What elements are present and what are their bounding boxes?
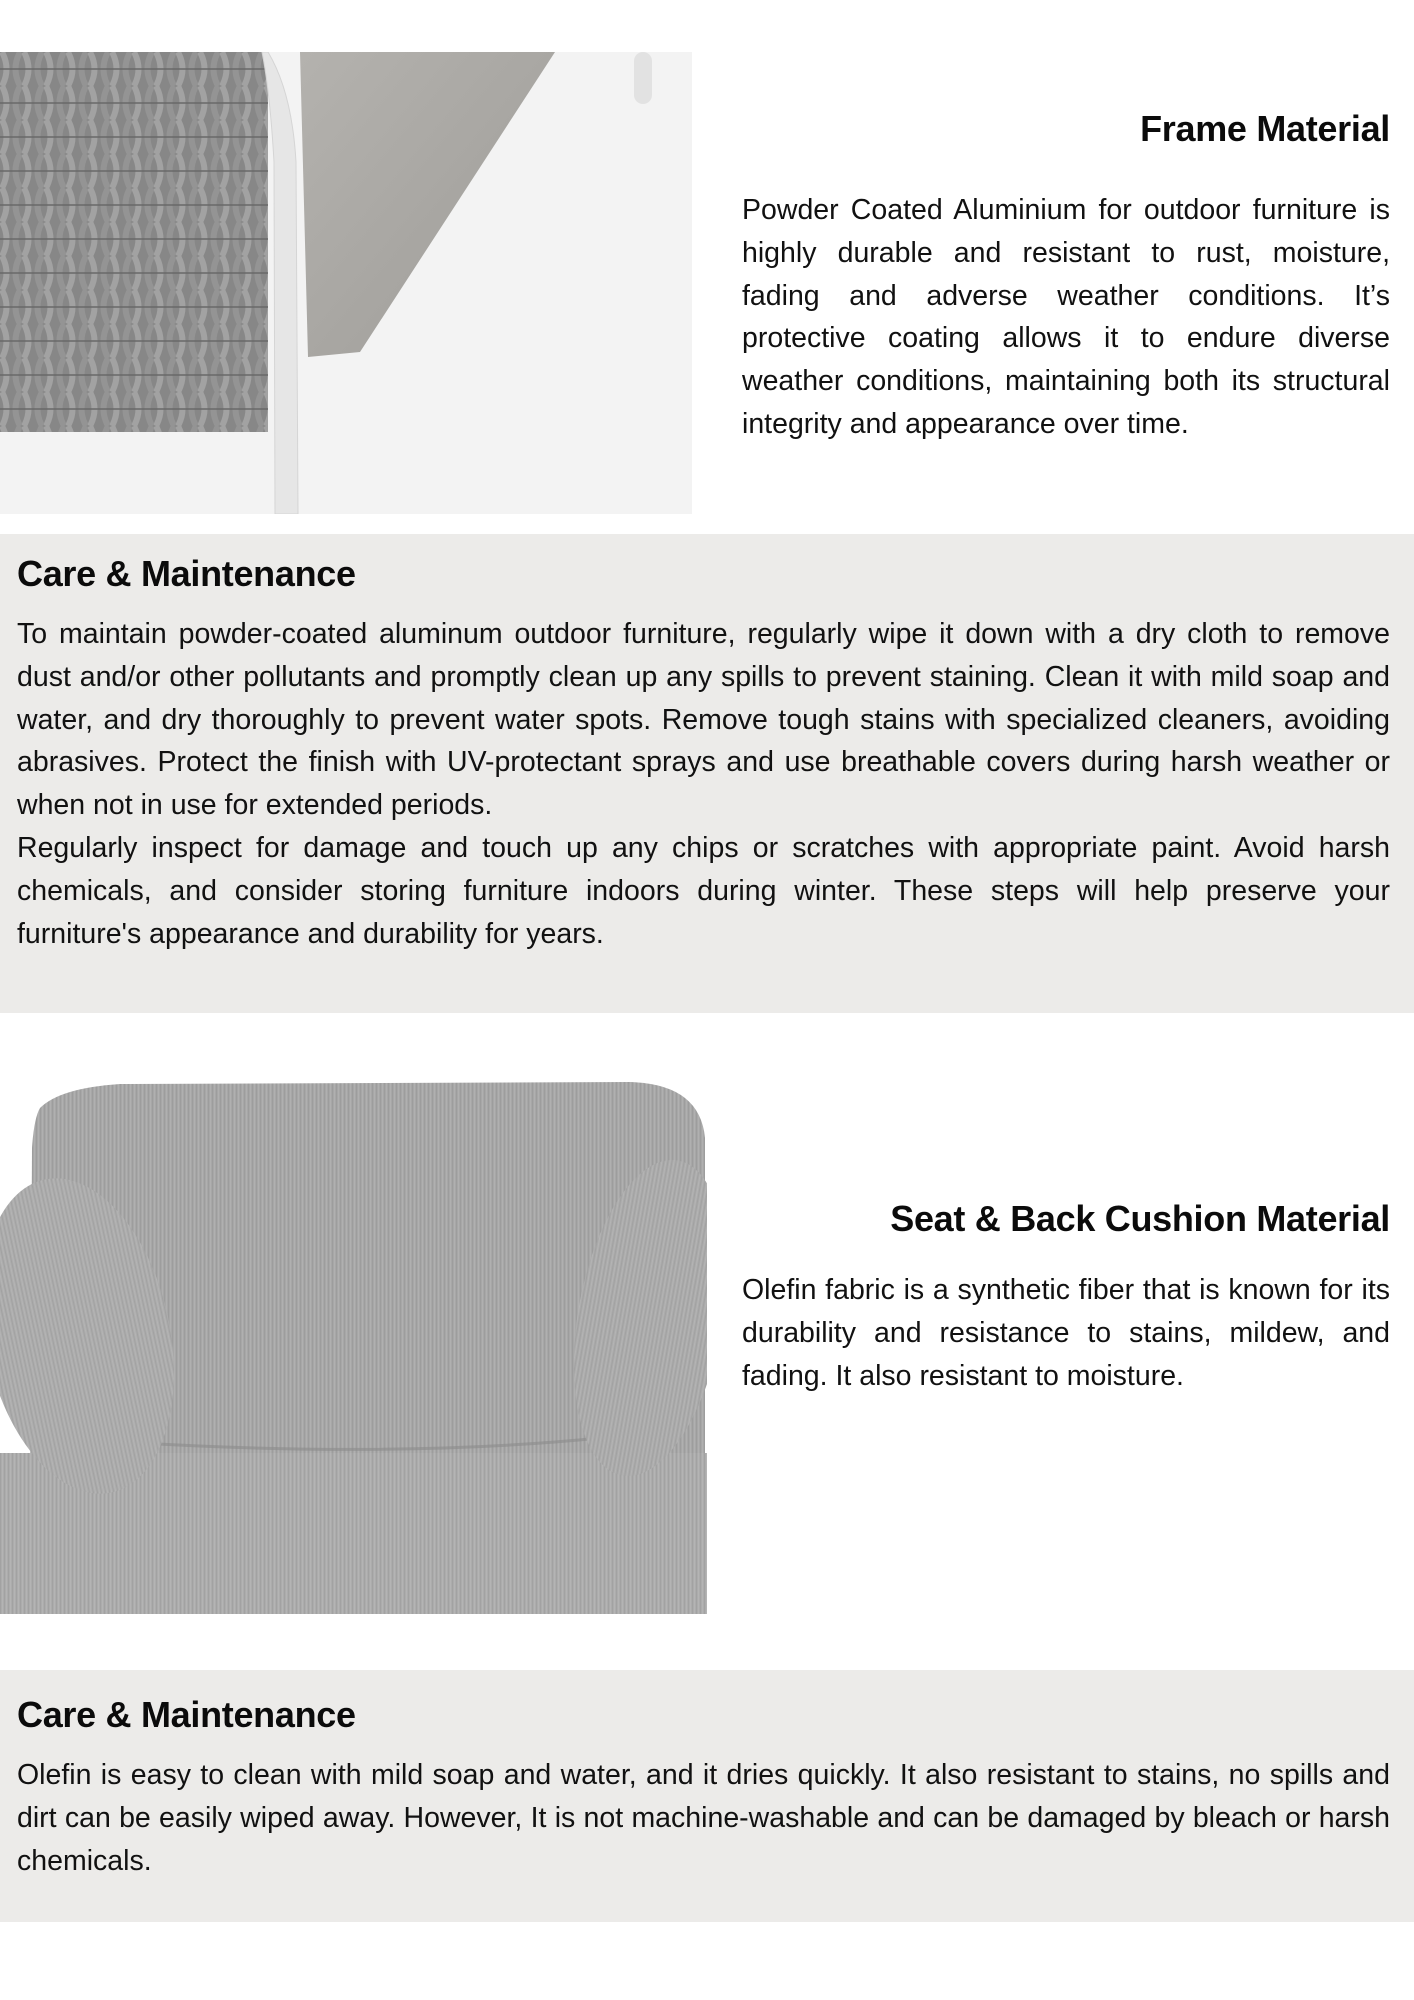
cushion-material-photo [0, 1078, 707, 1614]
armchair-frame-illustration [0, 52, 692, 514]
frame-care-paragraph-2: Regularly inspect for damage and touch up any chips or scratches with appropriate paint. Avoid harsh chemicals, and consider storing furniture indoors during winter. These steps will help preserve your furniture's appearance and durability for years. [17, 831, 1390, 950]
frame-material-description: Powder Coated Aluminium for outdoor furniture is highly durable and resistant to rust, moisture, fading and adverse weather conditions. It’s protective coating allows it to endure diverse weather conditions, maintaining both its structural integrity and appearance over time. [742, 194, 1390, 440]
frame-care-paragraph-1: To maintain powder-coated aluminum outdoor furniture, regularly wipe it down with a dry cloth to remove dust and/or other pollutants and promptly clean up any spills to prevent staining. Clean it with mild soap and water, and dry thoroughly to prevent water spots. Remove tough stains with specialized cleaners, avoiding abrasives. Protect the finish with UV-protectant sprays and use breathable covers during harsh weather or when not in use for extended periods. [17, 618, 1390, 822]
cushion-material-heading: Seat & Back Cushion Material [890, 1198, 1390, 1239]
frame-material-heading: Frame Material [1140, 108, 1390, 149]
frame-care-heading: Care & Maintenance [17, 553, 356, 594]
sofa-illustration [0, 1078, 707, 1614]
cushion-care-heading: Care & Maintenance [17, 1694, 356, 1735]
cushion-care-body: Olefin is easy to clean with mild soap and water, and it dries quickly. It also resistant to stains, no spills and dirt can be easily wiped away. However, It is not machine-washable and can be damaged by bleach or harsh chemicals. [17, 1759, 1390, 1877]
frame-care-body [17, 613, 1390, 955]
cushion-material-description: Olefin fabric is a synthetic fiber that is known for its durability and resistance to stains, mildew, and fading. It also resistant to moisture. [742, 1274, 1390, 1392]
frame-material-photo [0, 52, 692, 514]
